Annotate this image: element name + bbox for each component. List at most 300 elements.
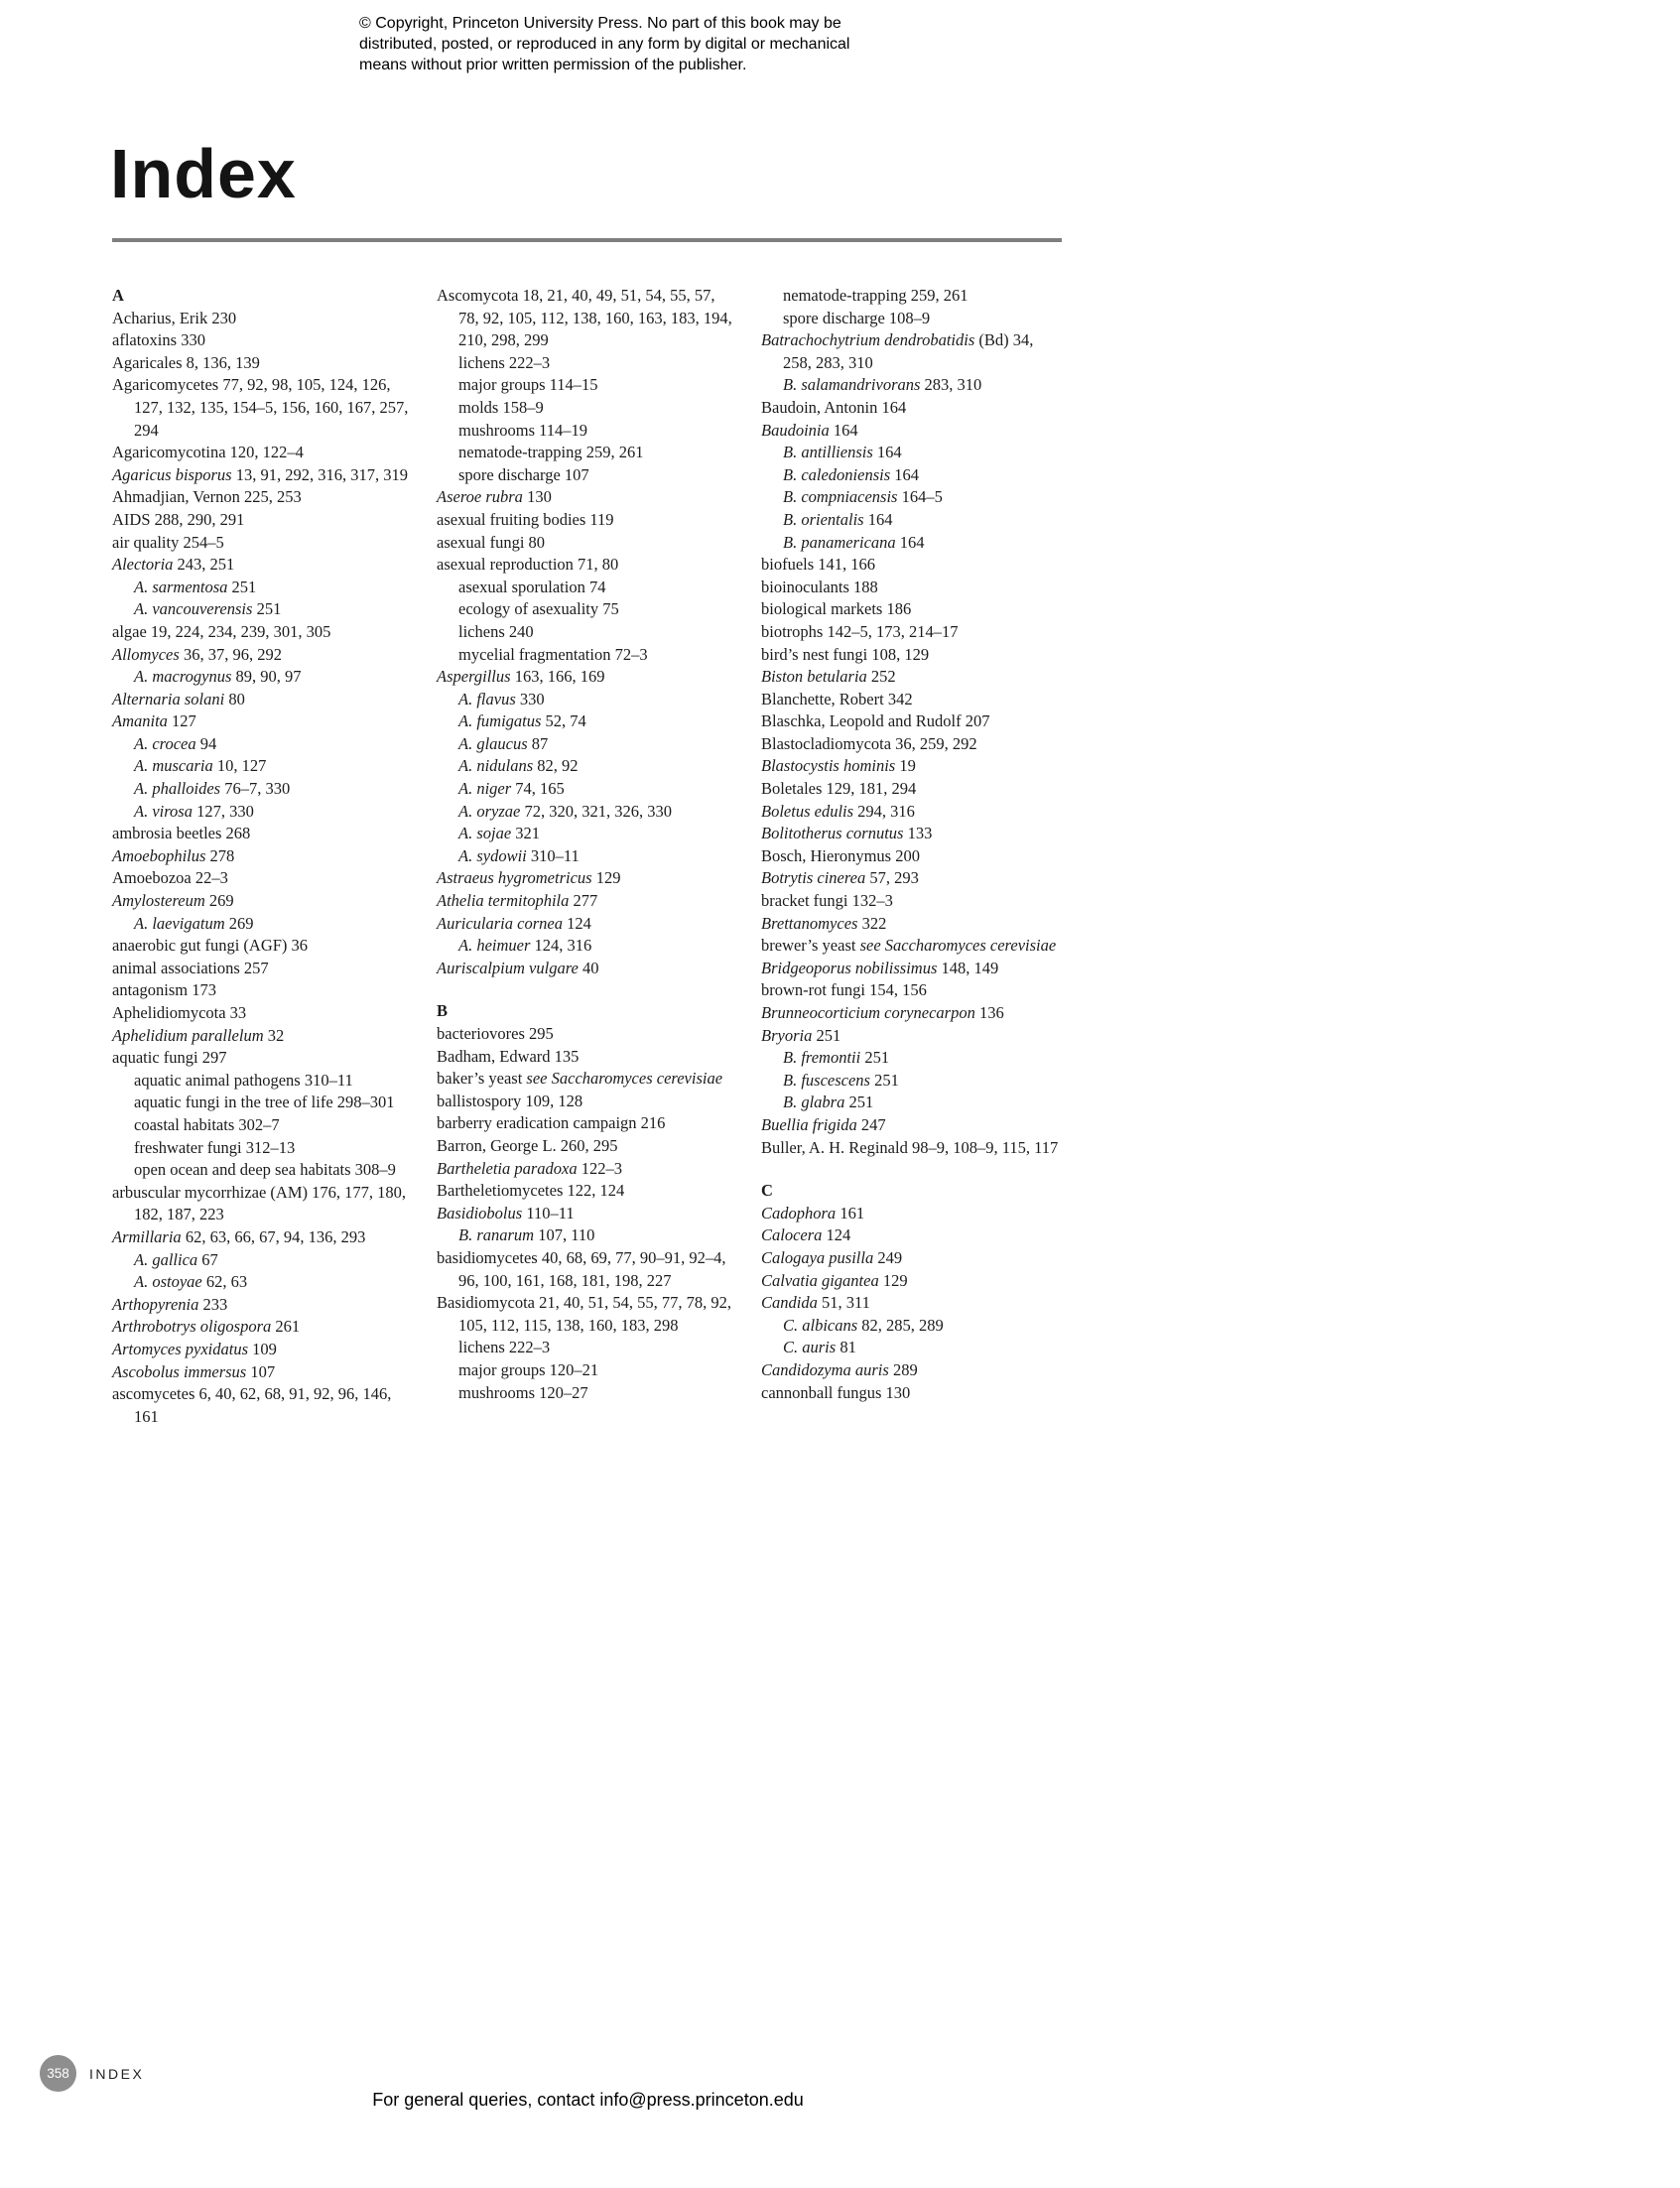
entry-text: Agaricomycetes 77, 92, 98, 105, 124, 126, 127, 132, 135, 154–5, 156, 160, 167, 257, 294 bbox=[112, 375, 409, 440]
taxon-name: Artomyces pyxidatus bbox=[112, 1339, 249, 1358]
index-entry bbox=[761, 1047, 1064, 1070]
index-entry bbox=[112, 979, 415, 1002]
index-entry bbox=[437, 1068, 739, 1091]
entry-text: major groups 114–15 bbox=[458, 375, 598, 395]
entry-text: cannonball fungus 130 bbox=[761, 1382, 911, 1402]
entry-text: ballistospory 109, 128 bbox=[437, 1091, 583, 1110]
index-entry bbox=[112, 464, 415, 487]
index-entry bbox=[112, 577, 415, 599]
index-entry bbox=[112, 801, 415, 824]
taxon-name: Bartheletia paradoxa bbox=[437, 1158, 578, 1178]
index-entry bbox=[761, 778, 1064, 801]
index-entry bbox=[112, 1383, 415, 1428]
entry-text: Blanchette, Robert 342 bbox=[761, 689, 913, 708]
entry-text: 36, 37, 96, 292 bbox=[179, 644, 282, 664]
entry-text: 109 bbox=[248, 1339, 277, 1358]
index-entry bbox=[761, 464, 1064, 487]
index-entry bbox=[112, 1137, 415, 1160]
entry-text: 87 bbox=[527, 733, 549, 753]
index-entry bbox=[437, 598, 739, 621]
index-entry bbox=[112, 755, 415, 778]
section-heading: C bbox=[761, 1181, 773, 1201]
index-entry bbox=[437, 1091, 739, 1113]
entry-text: bioinoculants 188 bbox=[761, 577, 878, 596]
index-entry bbox=[437, 464, 739, 487]
taxon-name: A. crocea bbox=[134, 733, 196, 753]
index-entry bbox=[437, 666, 739, 689]
entry-text: ecology of asexuality 75 bbox=[458, 599, 619, 619]
index-entry bbox=[437, 374, 739, 397]
index-entry bbox=[761, 913, 1064, 936]
index-entry bbox=[761, 733, 1064, 756]
entry-text: 164 bbox=[829, 420, 858, 440]
index-entry bbox=[761, 1270, 1064, 1293]
taxon-name: A. heimuer bbox=[458, 936, 531, 956]
index-entry bbox=[761, 285, 1064, 308]
index-entry bbox=[437, 1180, 739, 1203]
entry-text: ambrosia beetles 268 bbox=[112, 824, 251, 843]
index-entry bbox=[437, 1023, 739, 1046]
index-entry bbox=[761, 397, 1064, 420]
index-entry bbox=[112, 1047, 415, 1070]
entry-text: antagonism 173 bbox=[112, 980, 216, 1000]
entry-text: 164 bbox=[863, 509, 893, 529]
index-entry bbox=[761, 1292, 1064, 1315]
index-entry bbox=[761, 308, 1064, 330]
entry-text: 107, 110 bbox=[534, 1225, 595, 1245]
index-entry bbox=[112, 1182, 415, 1226]
entry-text: 67 bbox=[197, 1249, 218, 1269]
index-entry bbox=[112, 374, 415, 442]
index-entry bbox=[437, 442, 739, 464]
index-entry bbox=[437, 285, 739, 352]
entry-text: lichens 222–3 bbox=[458, 352, 551, 372]
copyright-notice: © Copyright, Princeton University Press. No part of this book may be distributed, posted, or reproduced in any form by digital or mechanical means without prior written permission of the publisher. bbox=[359, 15, 850, 73]
taxon-name: B. glabra bbox=[783, 1093, 845, 1112]
index-entry bbox=[437, 1382, 739, 1405]
entry-text: algae 19, 224, 234, 239, 301, 305 bbox=[112, 621, 331, 641]
index-entry bbox=[437, 733, 739, 756]
entry-text: 82, 285, 289 bbox=[857, 1315, 944, 1335]
taxon-name: Amoebophilus bbox=[112, 845, 206, 865]
taxon-name: A. macrogynus bbox=[134, 667, 232, 687]
entry-text: 130 bbox=[522, 487, 552, 507]
entry-text: Buller, A. H. Reginald 98–9, 108–9, 115, 117 bbox=[761, 1137, 1059, 1157]
entry-text: 294, 316 bbox=[853, 801, 915, 821]
index-entry bbox=[112, 598, 415, 621]
taxon-name: Alternaria solani bbox=[112, 689, 225, 708]
entry-text: 161 bbox=[836, 1203, 865, 1223]
index-entry bbox=[437, 554, 739, 577]
taxon-name: B. compniacensis bbox=[783, 487, 898, 507]
index-entry bbox=[437, 621, 739, 644]
taxon-name: B. panamericana bbox=[783, 532, 896, 552]
index-entry bbox=[761, 1203, 1064, 1225]
taxon-name: Armillaria bbox=[112, 1226, 182, 1246]
taxon-name: A. sydowii bbox=[458, 845, 527, 865]
entry-text: 62, 63 bbox=[201, 1272, 248, 1292]
entry-text: 269 bbox=[224, 913, 254, 933]
entry-text: nematode-trapping 259, 261 bbox=[783, 286, 969, 305]
entry-text: Agaricomycotina 120, 122–4 bbox=[112, 443, 304, 462]
index-entry bbox=[761, 867, 1064, 890]
entry-text: 252 bbox=[866, 667, 896, 687]
index-entry bbox=[437, 509, 739, 532]
index-entry bbox=[112, 958, 415, 980]
entry-text: 322 bbox=[857, 913, 887, 933]
entry-text: 251 bbox=[860, 1048, 890, 1068]
index-entry bbox=[761, 755, 1064, 778]
index-entry bbox=[761, 644, 1064, 667]
taxon-name: A. ostoyae bbox=[134, 1272, 202, 1292]
index-entry bbox=[761, 532, 1064, 555]
index-entry bbox=[761, 621, 1064, 644]
entry-text: baker’s yeast bbox=[437, 1069, 527, 1089]
page-title: Index bbox=[110, 135, 297, 212]
entry-text: 251 bbox=[844, 1093, 874, 1112]
index-entry bbox=[112, 308, 415, 330]
index-entry bbox=[761, 689, 1064, 711]
index-entry bbox=[112, 1271, 415, 1294]
taxon-name: Arthrobotrys oligospora bbox=[112, 1317, 272, 1337]
entry-text: 243, 251 bbox=[173, 555, 235, 575]
entry-text: 163, 166, 169 bbox=[510, 667, 605, 687]
entry-text: aflatoxins 330 bbox=[112, 330, 205, 350]
index-entry bbox=[437, 935, 739, 958]
index-entry bbox=[761, 845, 1064, 868]
taxon-name: Batrachochytrium dendrobatidis bbox=[761, 330, 975, 350]
entry-text: anaerobic gut fungi (AGF) 36 bbox=[112, 936, 309, 956]
entry-text: mushrooms 114–19 bbox=[458, 420, 588, 440]
entry-text: basidiomycetes 40, 68, 69, 77, 90–91, 92–4, 96, 100, 161, 168, 181, 198, 227 bbox=[437, 1247, 726, 1290]
entry-text: molds 158–9 bbox=[458, 397, 544, 417]
taxon-name: A. glaucus bbox=[458, 733, 528, 753]
entry-text: 89, 90, 97 bbox=[231, 667, 302, 687]
taxon-name: Athelia termitophila bbox=[437, 891, 570, 911]
entry-text: coastal habitats 302–7 bbox=[134, 1114, 280, 1134]
index-entry bbox=[761, 710, 1064, 733]
taxon-name: C. albicans bbox=[783, 1315, 858, 1335]
index-entry bbox=[761, 1070, 1064, 1093]
entry-text: 148, 149 bbox=[937, 958, 999, 977]
entry-text: 164–5 bbox=[897, 487, 943, 507]
index-entry bbox=[761, 486, 1064, 509]
index-entry bbox=[761, 1337, 1064, 1359]
entry-text: 13, 91, 292, 316, 317, 319 bbox=[231, 464, 408, 484]
index-entry bbox=[761, 666, 1064, 689]
index-entry bbox=[437, 352, 739, 375]
entry-text: biotrophs 142–5, 173, 214–17 bbox=[761, 621, 959, 641]
entry-text: 82, 92 bbox=[533, 756, 579, 776]
entry-text: 127 bbox=[167, 711, 196, 731]
entry-text: bird’s nest fungi 108, 129 bbox=[761, 644, 930, 664]
taxon-name: A. phalloides bbox=[134, 779, 221, 799]
taxon-name: Amylostereum bbox=[112, 891, 205, 911]
taxon-name: A. oryzae bbox=[458, 801, 521, 821]
index-entry bbox=[437, 1224, 739, 1247]
entry-text: 249 bbox=[873, 1247, 903, 1267]
index-column bbox=[437, 285, 739, 1428]
index-entry bbox=[437, 755, 739, 778]
index-entry bbox=[437, 710, 739, 733]
entry-text: Baudoin, Antonin 164 bbox=[761, 397, 907, 417]
taxon-name: Blastocystis hominis bbox=[761, 756, 896, 776]
entry-text: Ascomycota 18, 21, 40, 49, 51, 54, 55, 57, 78, 92, 105, 112, 138, 160, 163, 183, 194, 210, 298, 299 bbox=[437, 286, 732, 350]
taxon-name: Bridgeoporus nobilissimus bbox=[761, 958, 938, 977]
entry-text: major groups 120–21 bbox=[458, 1359, 599, 1379]
entry-text: 40 bbox=[578, 958, 599, 977]
taxon-name: A. virosa bbox=[134, 801, 193, 821]
entry-text: 164 bbox=[895, 532, 925, 552]
index-entry bbox=[112, 778, 415, 801]
index-entry bbox=[437, 1112, 739, 1135]
index-entry bbox=[437, 867, 739, 890]
entry-text: spore discharge 107 bbox=[458, 464, 589, 484]
entry-text: 62, 63, 66, 67, 94, 136, 293 bbox=[181, 1226, 366, 1246]
taxon-name: Bolitotherus cornutus bbox=[761, 824, 904, 843]
entry-text: arbuscular mycorrhizae (AM) 176, 177, 180, 182, 187, 223 bbox=[112, 1182, 406, 1224]
entry-text: 330 bbox=[515, 689, 545, 708]
index-entry bbox=[761, 1137, 1064, 1160]
entry-text: freshwater fungi 312–13 bbox=[134, 1137, 296, 1157]
taxon-name: A. flavus bbox=[458, 689, 516, 708]
index-entry bbox=[761, 420, 1064, 443]
index-entry bbox=[112, 532, 415, 555]
entry-text: Basidiomycota 21, 40, 51, 54, 55, 77, 78, 92, 105, 112, 115, 138, 160, 183, 298 bbox=[437, 1293, 731, 1335]
index-entry bbox=[761, 374, 1064, 397]
index-entry bbox=[761, 577, 1064, 599]
entry-text: 72, 320, 321, 326, 330 bbox=[520, 801, 672, 821]
entry-text: open ocean and deep sea habitats 308–9 bbox=[134, 1160, 396, 1180]
taxon-name: A. laevigatum bbox=[134, 913, 225, 933]
index-entry bbox=[112, 1361, 415, 1384]
entry-text: 129 bbox=[591, 868, 621, 888]
taxon-name: Aspergillus bbox=[437, 667, 511, 687]
entry-text: 251 bbox=[252, 599, 282, 619]
entry-text: mushrooms 120–27 bbox=[458, 1382, 588, 1402]
entry-text: biofuels 141, 166 bbox=[761, 555, 876, 575]
entry-text: 57, 293 bbox=[865, 868, 919, 888]
taxon-name: A. muscaria bbox=[134, 756, 213, 776]
index-entry bbox=[437, 1292, 739, 1337]
entry-text: 277 bbox=[569, 891, 598, 911]
taxon-name: Brunneocorticium corynecarpon bbox=[761, 1003, 975, 1022]
entry-text: 76–7, 330 bbox=[220, 779, 291, 799]
footer-left bbox=[40, 2055, 144, 2092]
index-entry bbox=[437, 486, 739, 509]
index-entry bbox=[112, 1025, 415, 1048]
entry-text: 51, 311 bbox=[817, 1293, 870, 1313]
index-entry bbox=[112, 1294, 415, 1317]
divider-rule bbox=[112, 238, 1062, 242]
taxon-name: B. antilliensis bbox=[783, 443, 873, 462]
taxon-name: A. vancouverensis bbox=[134, 599, 253, 619]
taxon-name: B. fremontii bbox=[783, 1048, 861, 1068]
index-entry bbox=[112, 845, 415, 868]
taxon-name: see Saccharomyces cerevisiae bbox=[526, 1069, 723, 1089]
index-entry bbox=[761, 1315, 1064, 1338]
entry-text: Blaschka, Leopold and Rudolf 207 bbox=[761, 711, 990, 731]
taxon-name: A. fumigatus bbox=[458, 711, 542, 731]
entry-text: 81 bbox=[836, 1338, 856, 1357]
taxon-name: Calocera bbox=[761, 1225, 823, 1245]
index-entry bbox=[761, 554, 1064, 577]
index-column bbox=[112, 285, 415, 1428]
entry-text: 269 bbox=[204, 891, 234, 911]
entry-text: Agaricales 8, 136, 139 bbox=[112, 352, 260, 372]
entry-text: asexual reproduction 71, 80 bbox=[437, 555, 619, 575]
index-entry bbox=[761, 1224, 1064, 1247]
entry-text: 74, 165 bbox=[511, 779, 565, 799]
index-entry bbox=[437, 958, 739, 980]
entry-text: Badham, Edward 135 bbox=[437, 1046, 580, 1066]
index-column bbox=[761, 285, 1064, 1428]
taxon-name: B. orientalis bbox=[783, 509, 864, 529]
entry-text: 129 bbox=[878, 1270, 908, 1290]
index-entry bbox=[437, 801, 739, 824]
taxon-name: Botrytis cinerea bbox=[761, 868, 866, 888]
entry-text: (Bd) 34, 258, 283, 310 bbox=[783, 330, 1034, 372]
index-entry bbox=[112, 1070, 415, 1093]
index-entry bbox=[112, 689, 415, 711]
taxon-name: Ascobolus immersus bbox=[112, 1361, 247, 1381]
taxon-name: B. ranarum bbox=[458, 1225, 535, 1245]
taxon-name: Cadophora bbox=[761, 1203, 837, 1223]
entry-text: 124 bbox=[822, 1225, 851, 1245]
entry-text: 19 bbox=[895, 756, 916, 776]
entry-text: Boletales 129, 181, 294 bbox=[761, 779, 917, 799]
index-entry bbox=[761, 598, 1064, 621]
index-entry bbox=[112, 1249, 415, 1272]
entry-text: bacteriovores 295 bbox=[437, 1024, 554, 1043]
index-entry bbox=[761, 442, 1064, 464]
entry-text: 289 bbox=[888, 1359, 918, 1379]
index-entry bbox=[112, 1114, 415, 1137]
section-heading: B bbox=[437, 1001, 449, 1021]
entry-text: Ahmadjian, Vernon 225, 253 bbox=[112, 487, 302, 507]
footer-query-line: For general queries, contact info@press.princeton.edu bbox=[372, 2090, 804, 2110]
page-number-badge: 358 bbox=[40, 2055, 76, 2092]
entry-text: mycelial fragmentation 72–3 bbox=[458, 644, 648, 664]
section-heading: A bbox=[112, 286, 124, 305]
index-entry bbox=[112, 733, 415, 756]
index-entry bbox=[437, 1158, 739, 1181]
index-entry bbox=[437, 778, 739, 801]
entry-text: 80 bbox=[224, 689, 245, 708]
entry-text: 122–3 bbox=[577, 1158, 622, 1178]
entry-text: barberry eradication campaign 216 bbox=[437, 1113, 666, 1133]
entry-text: 233 bbox=[198, 1294, 228, 1314]
index-entry bbox=[761, 1247, 1064, 1270]
index-entry bbox=[112, 554, 415, 577]
taxon-name: Biston betularia bbox=[761, 667, 867, 687]
entry-text: spore discharge 108–9 bbox=[783, 308, 931, 327]
index-entry bbox=[761, 1359, 1064, 1382]
index-entry bbox=[437, 823, 739, 845]
index-entry bbox=[761, 979, 1064, 1002]
entry-text: asexual fungi 80 bbox=[437, 532, 546, 552]
index-entry bbox=[112, 1092, 415, 1114]
entry-text: 251 bbox=[227, 577, 257, 596]
taxon-name: Buellia frigida bbox=[761, 1114, 857, 1134]
entry-text: 283, 310 bbox=[920, 375, 982, 395]
entry-text: 127, 330 bbox=[192, 801, 254, 821]
index-entry bbox=[437, 1247, 739, 1292]
entry-text: 310–11 bbox=[526, 845, 580, 865]
index-entry bbox=[761, 509, 1064, 532]
entry-text: AIDS 288, 290, 291 bbox=[112, 509, 245, 529]
index-entry bbox=[437, 1359, 739, 1382]
taxon-name: Agaricus bisporus bbox=[112, 464, 232, 484]
index-entry bbox=[437, 1337, 739, 1359]
index-entry bbox=[112, 644, 415, 667]
entry-text: 94 bbox=[195, 733, 217, 753]
taxon-name: A. gallica bbox=[134, 1249, 198, 1269]
taxon-name: B. salamandrivorans bbox=[783, 375, 921, 395]
entry-text: bracket fungi 132–3 bbox=[761, 891, 893, 911]
entry-text: 164 bbox=[872, 443, 902, 462]
index-entry bbox=[437, 644, 739, 667]
footer-index-label: INDEX bbox=[89, 2065, 145, 2082]
taxon-name: Auriscalpium vulgare bbox=[437, 958, 579, 977]
entry-text: 10, 127 bbox=[212, 756, 267, 776]
entry-text: Acharius, Erik 230 bbox=[112, 308, 237, 327]
index-entry bbox=[437, 1135, 739, 1158]
index-entry bbox=[761, 1092, 1064, 1114]
entry-text: 110–11 bbox=[522, 1203, 575, 1223]
entry-text: air quality 254–5 bbox=[112, 532, 224, 552]
index-entry bbox=[112, 509, 415, 532]
entry-text: Bosch, Hieronymus 200 bbox=[761, 845, 920, 865]
taxon-name: Boletus edulis bbox=[761, 801, 854, 821]
index-entry bbox=[761, 1114, 1064, 1137]
index-entry bbox=[761, 801, 1064, 824]
index-entry bbox=[437, 420, 739, 443]
index-entry bbox=[437, 577, 739, 599]
index-entry bbox=[112, 1159, 415, 1182]
index-entry bbox=[437, 845, 739, 868]
taxon-name: Alectoria bbox=[112, 555, 174, 575]
taxon-name: B. fuscescens bbox=[783, 1070, 870, 1090]
taxon-name: Aphelidium parallelum bbox=[112, 1025, 264, 1045]
entry-text: 136 bbox=[974, 1003, 1004, 1022]
entry-text: 52, 74 bbox=[541, 711, 586, 731]
entry-text: aquatic animal pathogens 310–11 bbox=[134, 1070, 353, 1090]
index-entry bbox=[112, 867, 415, 890]
taxon-name: Calvatia gigantea bbox=[761, 1270, 879, 1290]
taxon-name: A. sarmentosa bbox=[134, 577, 228, 596]
index-entry bbox=[437, 1203, 739, 1225]
entry-text: 124 bbox=[562, 913, 591, 933]
index-entry bbox=[437, 397, 739, 420]
entry-text: asexual fruiting bodies 119 bbox=[437, 509, 614, 529]
taxon-name: Candidozyma auris bbox=[761, 1359, 889, 1379]
entry-text: lichens 240 bbox=[458, 621, 534, 641]
entry-text: brown-rot fungi 154, 156 bbox=[761, 980, 927, 1000]
entry-text: nematode-trapping 259, 261 bbox=[458, 443, 644, 462]
taxon-name: Baudoinia bbox=[761, 420, 830, 440]
index-entry bbox=[112, 329, 415, 352]
index-entry bbox=[761, 935, 1064, 958]
entry-text: 251 bbox=[812, 1025, 841, 1045]
entry-text: 247 bbox=[856, 1114, 886, 1134]
index-entry bbox=[112, 442, 415, 464]
entry-text: biological markets 186 bbox=[761, 599, 912, 619]
entry-text: ascomycetes 6, 40, 62, 68, 91, 92, 96, 146, 161 bbox=[112, 1384, 392, 1426]
index-entry bbox=[112, 913, 415, 936]
index-columns bbox=[112, 285, 1064, 1428]
entry-text: lichens 222–3 bbox=[458, 1338, 551, 1357]
